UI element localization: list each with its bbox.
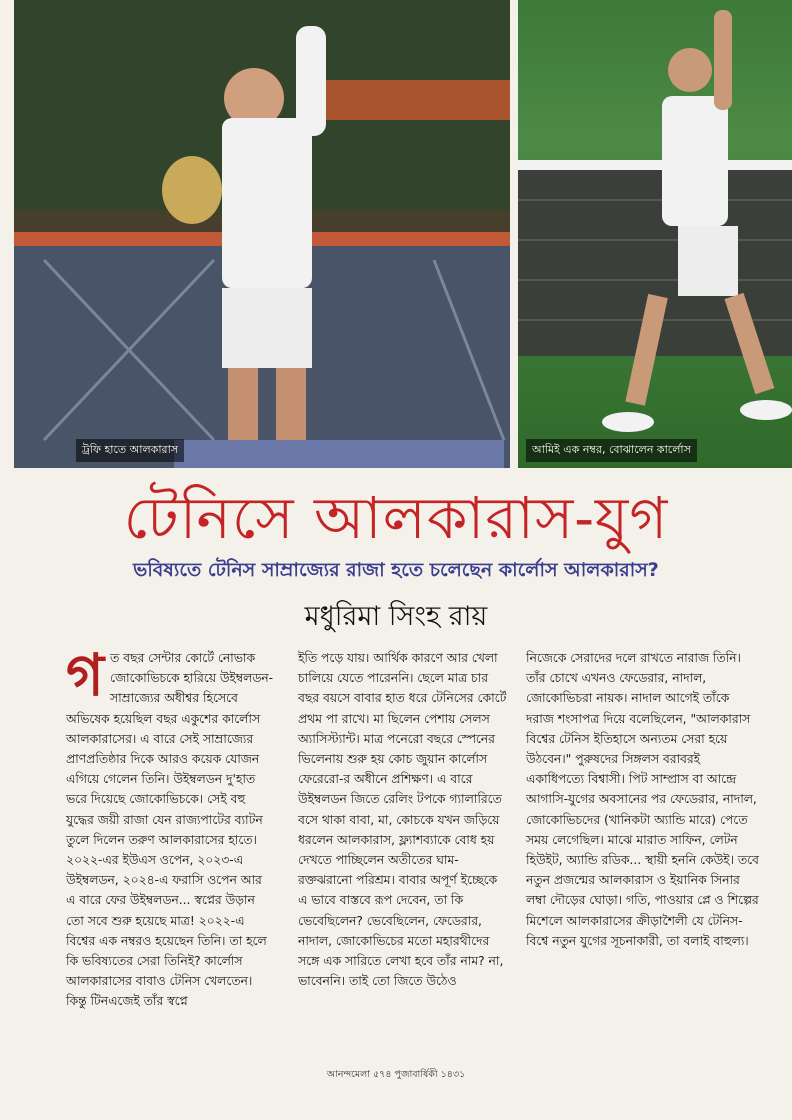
article-subtitle: ভবিষ্যতে টেনিস সাম্রাজ্যের রাজা হতে চলেছেন কার্লোস আলকারাস? [133,559,659,581]
left-photo-caption: ট্রফি হাতে আলকারাস [76,439,184,462]
celebration-illustration [518,0,792,468]
celebration-photo [518,0,792,468]
body-column-2 [298,648,510,991]
author-byline: মধুরিমা সিংহ রায় [304,601,488,632]
article-headline: টেনিসে আলকারাস-যুগ [123,484,669,552]
body-column-3 [526,648,760,951]
column-3-text: নিজেকে সেরাদের দলে রাখতে নারাজ তিনি। তাঁর চোখে এখনও ফেডেরার, নাদাল, জোকোভিচরা নায়ক। নাদাল আগেই তাঁকে দরাজ শংসাপত্র দিয়ে বলেছিলেন, "আলকারাস বিশ্বের টেনিস ইতিহাসে অন্যতম সেরা হয়ে উঠবেন।" পুরুষদের সিঙ্গলস বরাবরই একাধিপত্যে বিশ্বাসী। পিট সাম্প্রাস বা আন্দ্রে আগাসি-যুগের অবসানের পর ফেডেরার, নাদাল, জোকোভিচদের (খানিকটা অ্যান্ডি মারে) পেতে সময় লেগেছিল। মাঝে মারাত সাফিন, লেটন হিউইট, অ্যান্ডি রডিক... স্থায়ী হননি কেউই। তবে নতুন প্রজন্মের আলকারাস ও ইয়ানিক সিনার লম্বা দৌড়ের ঘোড়া। গতি, পাওয়ার প্লে ও শিল্পের মিশেলে আলকারাসের ক্রীড়াশৈলী যে টেনিস-বিশ্বে নতুন যুগের সূচনাকারী, তা বলাই বাহুল্য। [526,651,759,948]
trophy-photo [14,0,510,468]
trophy-illustration [14,0,510,468]
drop-cap: গ [66,641,105,709]
column-2-text: ইতি পড়ে যায়। আর্থিক কারণে আর খেলা চালিয়ে যেতে পারেননি। ছেলে মাত্র চার বছর বয়সে বাবার হাত ধরে টেনিসের কোর্টে প্রথম পা রাখে। মা ছিলেন পেশায় সেলস অ্যাসিস্ট্যান্ট। মাত্র পনেরো বছরে স্পেনের ভিলেনায় শুরু হয় কোচ জুয়ান কার্লোস ফেরেরো-র অধীনে প্রশিক্ষণ। এ বারে উইম্বলডন জিতে রেলিং টপকে গ্যালারিতে বসে থাকা বাবা, মা, কোচকে যখন জড়িয়ে ধরলেন আলকারাস, ফ্ল্যাশব্যাকে বোধ হয় দেখতে পাচ্ছিলেন অতীতের ঘাম-রক্তঝরানো পরিশ্রম। বাবার অপূর্ণ ইচ্ছেকে এ ভাবে বাস্তবে রূপ দেবেন, তা কি ভেবেছিলেন? ভেবেছিলেন, ফেডেরার, নাদাল, জোকোভিচের মতো মহারথীদের সঙ্গে এক সারিতে লেখা হবে তাঁর নাম? না, ভাবেননি। তাই তো জিতে উঠেও [298,651,507,989]
right-photo-caption: আমিই এক নম্বর, বোঝালেন কার্লোস [526,439,697,462]
page-footer: আনন্দমেলা ৫৭৪ পুজাবার্ষিকী ১৪৩১ [326,1069,466,1080]
column-1-text: ত বছর সেন্টার কোর্টে নোভাক জোকোভিচকে হারিয়ে উইম্বলডন-সাম্রাজ্যের অধীশ্বর হিসেবে অভিষেক হয়েছিল বছর একুশের কার্লোস আলকারাসের। এ বারে সেই সাম্রাজ্যের প্রাণপ্রতিষ্ঠার দিকে আরও কয়েক যোজন এগিয়ে গেলেন তিনি। উইম্বলডন দু'হাত ভরে দিয়েছে জোকোভিচকে। সেই বহু যুদ্ধের জয়ী রাজা যেন রাজ্যপাটের ব্যাটন তুলে দিলেন তরুণ আলকারাসের হাতে। ২০২২-এর ইউএস ওপেন, ২০২৩-এ উইম্বলডন, ২০২৪-এ ফরাসি ওপেন আর এ বারে ফের উইম্বলডন... স্বপ্নের উড়ান তো সবে শুরু হয়েছে মাত্র! ২০২২-এ বিশ্বের এক নম্বরও হয়েছেন তিনি। তা হলে কি ভবিষ্যতের সেরা তিনিই? কার্লোস আলকারাসের বাবাও টেনিস খেলতেন। কিন্তু টিনএজেই তাঁর স্বপ্নে [66,651,274,1009]
body-column-1 [66,641,274,1012]
